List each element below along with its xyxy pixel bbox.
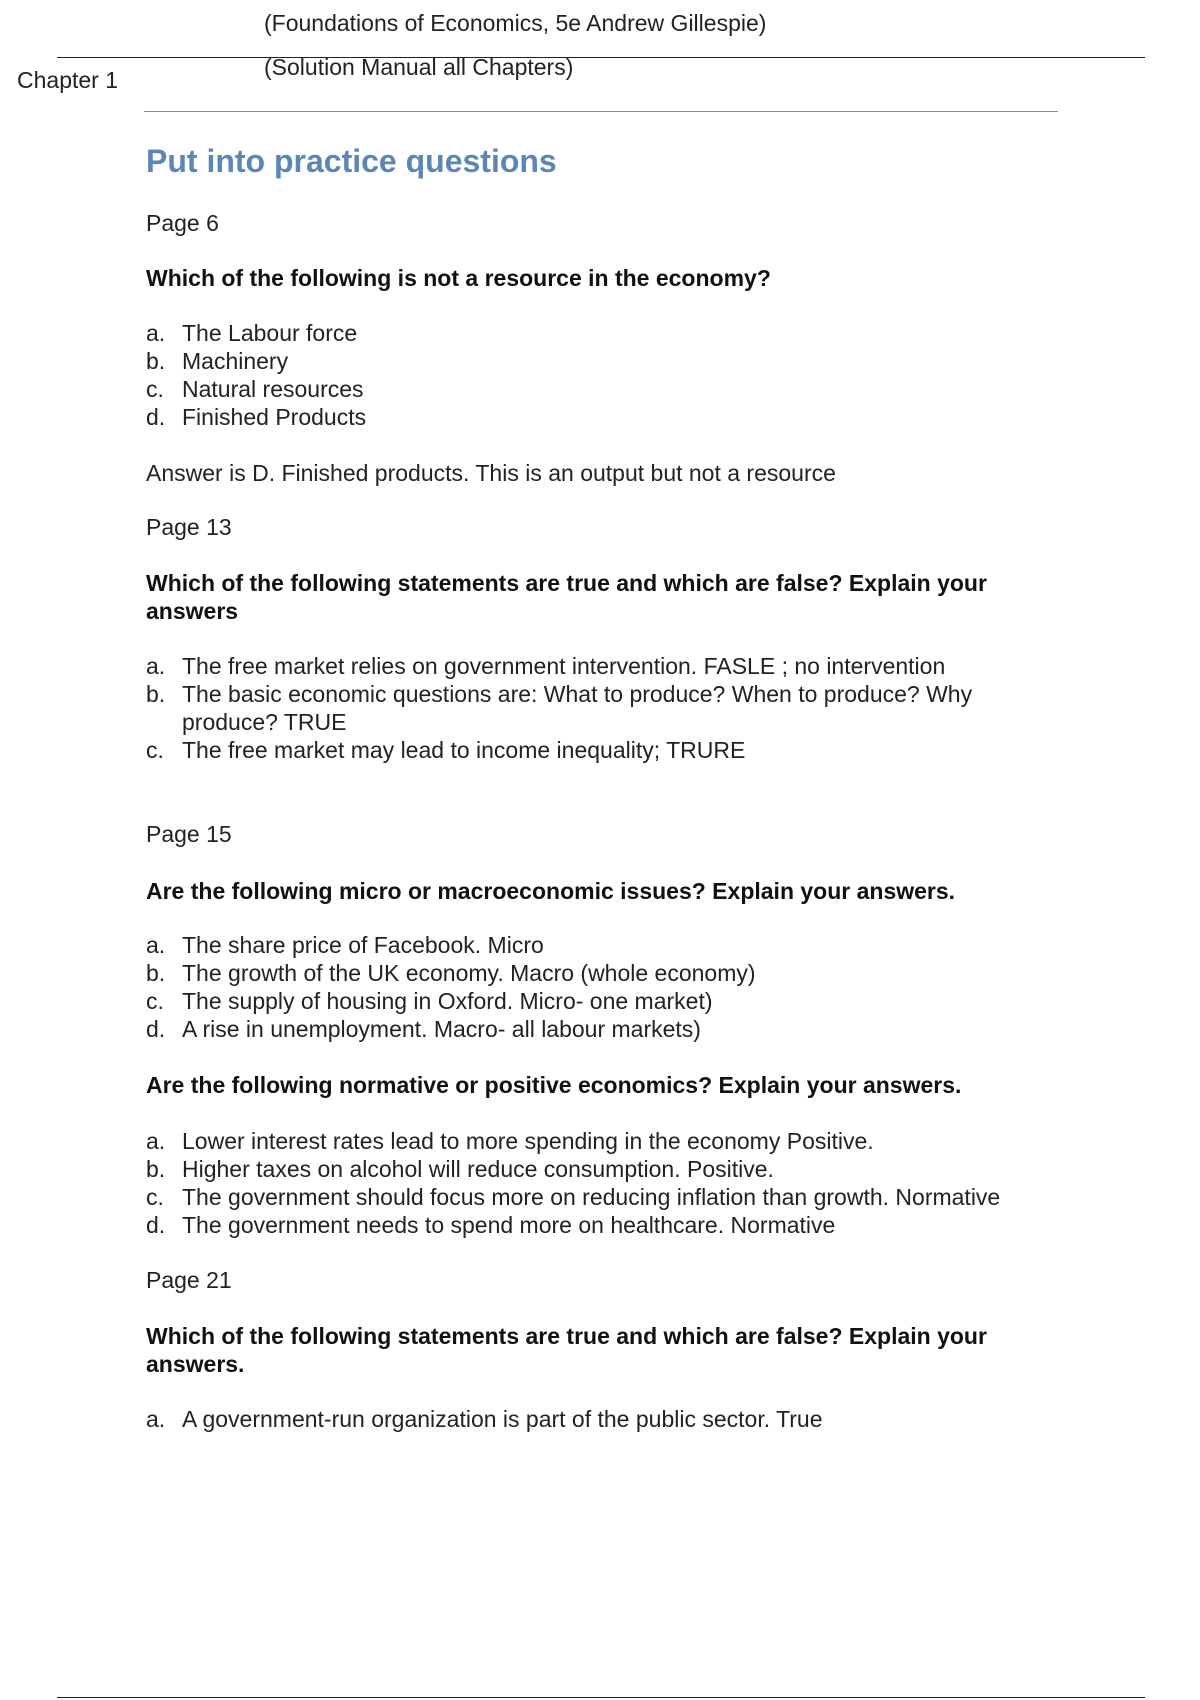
header-rule	[57, 57, 1145, 58]
list-item: b. The growth of the UK economy. Macro (whole economy)	[146, 960, 756, 986]
list-item: c. The government should focus more on reducing inflation than growth. Normative	[146, 1184, 1001, 1210]
page-label: Page 6	[146, 210, 219, 236]
chapter-label: Chapter 1	[17, 67, 119, 93]
list-item: d. Finished Products	[146, 404, 367, 430]
list-item: a. The Labour force	[146, 320, 358, 346]
list-item: d. A rise in unemployment. Macro- all labour markets)	[146, 1016, 701, 1042]
page-label: Page 13	[146, 514, 232, 540]
section-rule	[144, 111, 1058, 112]
book-title: (Foundations of Economics, 5e Andrew Gillespie)	[264, 10, 767, 36]
option-list	[146, 652, 1026, 764]
question: Which of the following statements are true and which are false? Explain your answers.	[146, 1323, 987, 1377]
question: Which of the following statements are true and which are false? Explain your answers	[146, 570, 987, 624]
list-item: b. The basic economic questions are: What to produce? When to produce? Why produce? TRUE	[146, 681, 973, 735]
book-subtitle: (Solution Manual all Chapters)	[264, 54, 574, 80]
list-item: b. Machinery	[146, 348, 289, 374]
list-item: a. The share price of Facebook. Micro	[146, 932, 544, 958]
list-item: a. The free market relies on government intervention. FASLE ; no intervention	[146, 653, 946, 679]
answer-text: Answer is D. Finished products. This is an output but not a resource	[146, 460, 836, 486]
list-item: d. The government needs to spend more on healthcare. Normative	[146, 1212, 836, 1238]
question: Which of the following is not a resource in the economy?	[146, 265, 771, 291]
page-label: Page 21	[146, 1267, 232, 1293]
option-list	[146, 319, 1066, 431]
page-label: Page 15	[146, 821, 232, 847]
section-title: Put into practice questions	[146, 143, 557, 179]
footer-rule	[57, 1697, 1145, 1698]
list-item: b. Higher taxes on alcohol will reduce consumption. Positive.	[146, 1156, 774, 1182]
option-list	[146, 1405, 1066, 1433]
list-item: c. Natural resources	[146, 376, 364, 402]
option-list	[146, 1127, 1086, 1239]
option-list	[146, 931, 1066, 1043]
list-item: c. The supply of housing in Oxford. Micro- one market)	[146, 988, 713, 1014]
question: Are the following micro or macroeconomic issues? Explain your answers.	[146, 878, 956, 904]
question: Are the following normative or positive economics? Explain your answers.	[146, 1072, 962, 1098]
list-item: a. Lower interest rates lead to more spending in the economy Positive.	[146, 1128, 874, 1154]
list-item: c. The free market may lead to income inequality; TRURE	[146, 737, 746, 763]
list-item: a. A government-run organization is part of the public sector. True	[146, 1406, 823, 1432]
